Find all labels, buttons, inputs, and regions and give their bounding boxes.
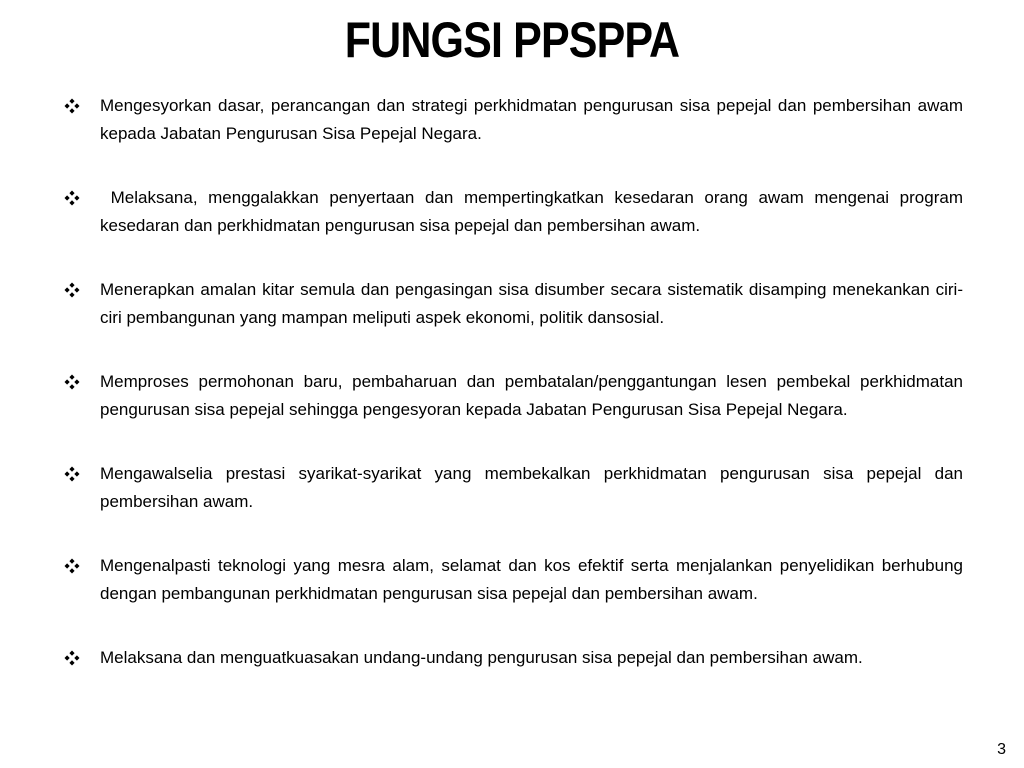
bullet-text: Melaksana dan menguatkuasakan undang-undang pengurusan sisa pepejal dan pembersihan awam.: [100, 648, 863, 667]
bullet-item: [62, 552, 963, 607]
bullet-item: [62, 644, 963, 672]
bullet-text: Melaksana, menggalakkan penyertaan dan mempertingkatkan kesedaran orang awam mengenai program kesedaran dan perkhidmatan pengurusan sisa pepejal dan pembersihan awam.: [100, 188, 968, 235]
four-diamond-bullet-icon: [62, 644, 82, 671]
four-diamond-bullet-icon: [62, 276, 82, 303]
bullet-text: Mengenalpasti teknologi yang mesra alam, selamat dan kos efektif serta menjalankan penyelidikan berhubung dengan pembangunan perkhidmatan pengurusan sisa pepejal dan pembersihan awam.: [100, 556, 963, 603]
four-diamond-bullet-icon: [62, 552, 82, 579]
four-diamond-bullet-icon: [62, 368, 82, 395]
page-number: 3: [997, 741, 1006, 758]
bullet-item: [62, 460, 963, 515]
four-diamond-bullet-icon: [62, 460, 82, 487]
bullet-text: Mengesyorkan dasar, perancangan dan strategi perkhidmatan pengurusan sisa pepejal dan pembersihan awam kepada Jabatan Pengurusan Sisa Pepejal Negara.: [100, 96, 963, 143]
slide-title: FUNGSI PPSPPA: [344, 12, 680, 68]
bullet-item: [62, 276, 963, 331]
four-diamond-bullet-icon: [62, 184, 82, 211]
bullet-item: [62, 92, 963, 147]
four-diamond-bullet-icon: [62, 92, 82, 119]
bullet-item: [62, 184, 968, 239]
bullet-text: Memproses permohonan baru, pembaharuan dan pembatalan/penggantungan lesen pembekal perkhidmatan pengurusan sisa pepejal sehingga pengesyoran kepada Jabatan Pengurusan Sisa Pepejal Negara.: [100, 372, 963, 419]
bullet-item: [62, 368, 963, 423]
bullet-list: [62, 92, 968, 672]
bullet-text: Menerapkan amalan kitar semula dan pengasingan sisa disumber secara sistematik disamping menekankan ciri-ciri pembangunan yang mampan meliputi aspek ekonomi, politik dansosial.: [100, 280, 963, 327]
bullet-text: Mengawalselia prestasi syarikat-syarikat yang membekalkan perkhidmatan pengurusan sisa pepejal dan pembersihan awam.: [100, 464, 963, 511]
